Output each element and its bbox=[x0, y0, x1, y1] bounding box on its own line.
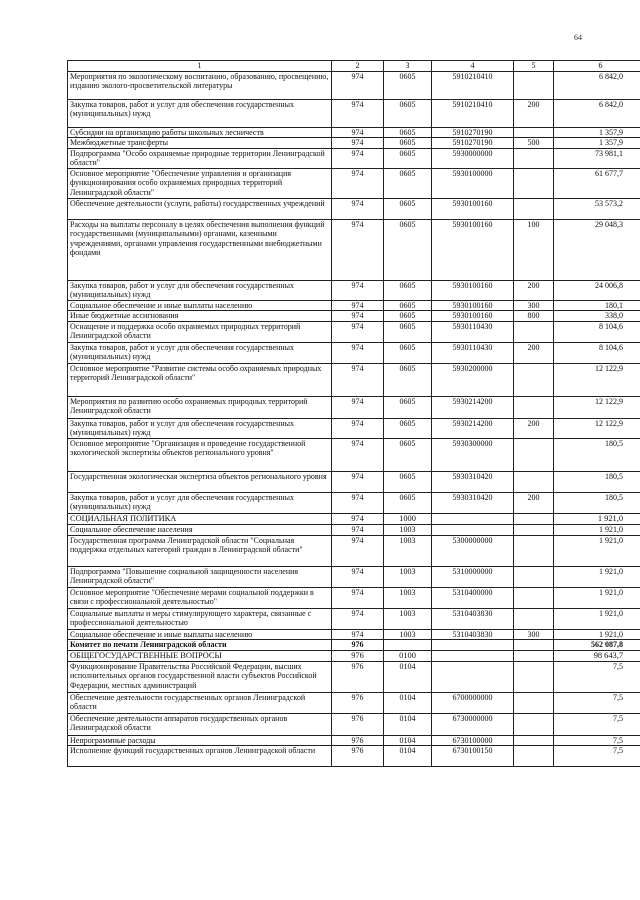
row-ved: 974 bbox=[332, 148, 384, 168]
row-target-article: 5930214200 bbox=[432, 418, 514, 438]
row-section: 0605 bbox=[384, 311, 432, 322]
row-expense-type bbox=[514, 735, 554, 746]
row-target-article: 5930214200 bbox=[432, 396, 514, 418]
row-expense-type: 100 bbox=[514, 219, 554, 280]
header-col-3: 3 bbox=[384, 61, 432, 72]
row-amount: 12 122,9 bbox=[554, 363, 640, 396]
row-ved: 974 bbox=[332, 513, 384, 524]
row-target-article: 5930100160 bbox=[432, 198, 514, 219]
table-row bbox=[68, 608, 640, 629]
row-target-article: 6730100150 bbox=[432, 746, 514, 767]
row-amount: 7,5 bbox=[554, 692, 640, 713]
row-amount: 61 677,7 bbox=[554, 168, 640, 198]
row-name: Социальное обеспечение населения bbox=[68, 524, 332, 535]
row-section: 0104 bbox=[384, 661, 432, 692]
row-expense-type bbox=[514, 640, 554, 651]
row-expense-type: 200 bbox=[514, 99, 554, 127]
row-expense-type: 300 bbox=[514, 300, 554, 311]
row-expense-type bbox=[514, 396, 554, 418]
row-name: Социальные выплаты и меры стимулирующего характера, связанные с профессиональной деятельностью bbox=[68, 608, 332, 629]
row-amount: 24 006,8 bbox=[554, 280, 640, 300]
row-amount: 12 122,9 bbox=[554, 418, 640, 438]
row-expense-type bbox=[514, 661, 554, 692]
row-expense-type bbox=[514, 438, 554, 471]
row-section: 0605 bbox=[384, 168, 432, 198]
row-amount: 7,5 bbox=[554, 735, 640, 746]
row-expense-type bbox=[514, 321, 554, 342]
row-expense-type: 300 bbox=[514, 629, 554, 640]
row-target-article: 5310403830 bbox=[432, 608, 514, 629]
row-target-article: 5910210410 bbox=[432, 99, 514, 127]
row-name: Закупка товаров, работ и услуг для обеспечения государственных (муниципальных) нужд bbox=[68, 280, 332, 300]
row-ved: 974 bbox=[332, 396, 384, 418]
row-ved: 974 bbox=[332, 471, 384, 492]
row-amount: 1 921,0 bbox=[554, 513, 640, 524]
row-target-article: 5310000000 bbox=[432, 566, 514, 587]
row-target-article: 5930310420 bbox=[432, 492, 514, 513]
row-ved: 976 bbox=[332, 746, 384, 767]
row-name: Закупка товаров, работ и услуг для обеспечения государственных (муниципальных) нужд bbox=[68, 99, 332, 127]
row-ved: 976 bbox=[332, 661, 384, 692]
row-expense-type: 800 bbox=[514, 311, 554, 322]
row-amount: 1 921,0 bbox=[554, 629, 640, 640]
row-target-article: 5910270190 bbox=[432, 127, 514, 138]
table-row bbox=[68, 524, 640, 535]
row-ved: 974 bbox=[332, 127, 384, 138]
row-amount: 8 104,6 bbox=[554, 321, 640, 342]
row-target-article bbox=[432, 650, 514, 661]
row-target-article: 5910210410 bbox=[432, 71, 514, 99]
table-row bbox=[68, 300, 640, 311]
row-amount: 1 921,0 bbox=[554, 608, 640, 629]
table-row bbox=[68, 492, 640, 513]
row-name: Субсидии на организацию работы школьных лесничеств bbox=[68, 127, 332, 138]
row-section: 0605 bbox=[384, 198, 432, 219]
table-row bbox=[68, 746, 640, 767]
row-section: 0605 bbox=[384, 280, 432, 300]
row-ved: 974 bbox=[332, 219, 384, 280]
table-row bbox=[68, 396, 640, 418]
row-amount: 12 122,9 bbox=[554, 396, 640, 418]
row-amount: 53 573,2 bbox=[554, 198, 640, 219]
row-ved: 974 bbox=[332, 608, 384, 629]
row-ved: 974 bbox=[332, 342, 384, 363]
table-row bbox=[68, 198, 640, 219]
row-expense-type bbox=[514, 746, 554, 767]
row-expense-type bbox=[514, 363, 554, 396]
row-target-article: 5310400000 bbox=[432, 587, 514, 608]
row-name: Мероприятия по развитию особо охраняемых природных территорий Ленинградской области bbox=[68, 396, 332, 418]
row-name: Оснащение и поддержка особо охраняемых природных территорий Ленинградской области bbox=[68, 321, 332, 342]
row-section: 0605 bbox=[384, 138, 432, 149]
row-amount: 6 842,0 bbox=[554, 71, 640, 99]
row-expense-type bbox=[514, 587, 554, 608]
row-section: 0605 bbox=[384, 471, 432, 492]
row-amount: 8 104,6 bbox=[554, 342, 640, 363]
row-target-article bbox=[432, 661, 514, 692]
row-ved: 976 bbox=[332, 713, 384, 735]
table-row bbox=[68, 71, 640, 99]
table-row bbox=[68, 418, 640, 438]
row-ved: 974 bbox=[332, 280, 384, 300]
row-ved: 974 bbox=[332, 198, 384, 219]
row-ved: 974 bbox=[332, 438, 384, 471]
row-section: 0605 bbox=[384, 148, 432, 168]
row-expense-type: 200 bbox=[514, 342, 554, 363]
table-row bbox=[68, 438, 640, 471]
row-section: 0605 bbox=[384, 71, 432, 99]
row-target-article bbox=[432, 640, 514, 651]
row-name: Государственная программа Ленинградской области "Социальная поддержка отдельных категорий граждан в Ленинградской области" bbox=[68, 535, 332, 566]
table-row bbox=[68, 587, 640, 608]
row-name: Обеспечение деятельности (услуги, работы) государственных учреждений bbox=[68, 198, 332, 219]
row-amount: 180,5 bbox=[554, 438, 640, 471]
row-target-article: 5930100160 bbox=[432, 219, 514, 280]
row-amount: 1 921,0 bbox=[554, 535, 640, 566]
row-section: 0104 bbox=[384, 735, 432, 746]
row-ved: 976 bbox=[332, 640, 384, 651]
row-name: Основное мероприятие "Обеспечение управления и организация функционирования особо охраняемых природных территорий Ленинградской области" bbox=[68, 168, 332, 198]
row-section: 0605 bbox=[384, 342, 432, 363]
row-name: Закупка товаров, работ и услуг для обеспечения государственных (муниципальных) нужд bbox=[68, 418, 332, 438]
row-section: 0104 bbox=[384, 692, 432, 713]
row-expense-type: 200 bbox=[514, 280, 554, 300]
row-name: Основное мероприятие "Обеспечение мерами социальной поддержки в связи с профессиональной деятельностью" bbox=[68, 587, 332, 608]
row-ved: 974 bbox=[332, 99, 384, 127]
row-name: Мероприятия по экологическому воспитанию, образованию, просвещению, изданию эколого-просветительской литературы bbox=[68, 71, 332, 99]
table-row bbox=[68, 148, 640, 168]
row-name: Комитет по печати Ленинградской области bbox=[68, 640, 332, 651]
row-ved: 974 bbox=[332, 311, 384, 322]
row-amount: 7,5 bbox=[554, 661, 640, 692]
row-expense-type bbox=[514, 148, 554, 168]
row-name: Обеспечение деятельности государственных органов Ленинградской области bbox=[68, 692, 332, 713]
row-name: ОБЩЕГОСУДАРСТВЕННЫЕ ВОПРОСЫ bbox=[68, 650, 332, 661]
header-col-2: 2 bbox=[332, 61, 384, 72]
row-target-article bbox=[432, 524, 514, 535]
table-row bbox=[68, 321, 640, 342]
table-row bbox=[68, 640, 640, 651]
row-amount: 562 087,8 bbox=[554, 640, 640, 651]
row-ved: 974 bbox=[332, 71, 384, 99]
row-name: Социальное обеспечение и иные выплаты населению bbox=[68, 300, 332, 311]
row-section: 0605 bbox=[384, 99, 432, 127]
row-amount: 1 921,0 bbox=[554, 587, 640, 608]
row-expense-type bbox=[514, 692, 554, 713]
row-name: Государственная экологическая экспертиза объектов регионального уровня bbox=[68, 471, 332, 492]
row-expense-type: 200 bbox=[514, 492, 554, 513]
row-target-article: 6730100000 bbox=[432, 735, 514, 746]
row-amount: 7,5 bbox=[554, 713, 640, 735]
header-row bbox=[68, 61, 640, 72]
row-expense-type bbox=[514, 713, 554, 735]
table-row bbox=[68, 311, 640, 322]
row-amount: 1 921,0 bbox=[554, 524, 640, 535]
row-amount: 180,5 bbox=[554, 492, 640, 513]
row-target-article: 5930110430 bbox=[432, 321, 514, 342]
row-amount: 7,5 bbox=[554, 746, 640, 767]
row-amount: 180,5 bbox=[554, 471, 640, 492]
table-row bbox=[68, 650, 640, 661]
row-amount: 98 643,7 bbox=[554, 650, 640, 661]
row-expense-type bbox=[514, 71, 554, 99]
table-row bbox=[68, 471, 640, 492]
table-row bbox=[68, 99, 640, 127]
row-expense-type bbox=[514, 566, 554, 587]
row-ved: 976 bbox=[332, 650, 384, 661]
row-target-article: 6730000000 bbox=[432, 713, 514, 735]
row-target-article: 5930100160 bbox=[432, 280, 514, 300]
row-ved: 974 bbox=[332, 535, 384, 566]
table-row bbox=[68, 342, 640, 363]
row-expense-type bbox=[514, 535, 554, 566]
row-ved: 974 bbox=[332, 418, 384, 438]
row-name: Основное мероприятие "Развитие системы особо охраняемых природных территорий Ленинградской области" bbox=[68, 363, 332, 396]
row-ved: 974 bbox=[332, 629, 384, 640]
table-row bbox=[68, 280, 640, 300]
row-ved: 974 bbox=[332, 524, 384, 535]
row-expense-type bbox=[514, 524, 554, 535]
row-amount: 1 921,0 bbox=[554, 566, 640, 587]
table-row bbox=[68, 713, 640, 735]
row-target-article: 5930200000 bbox=[432, 363, 514, 396]
row-section: 0605 bbox=[384, 219, 432, 280]
table-row bbox=[68, 735, 640, 746]
row-target-article: 5930100160 bbox=[432, 300, 514, 311]
table-row bbox=[68, 566, 640, 587]
row-ved: 974 bbox=[332, 566, 384, 587]
row-target-article: 5300000000 bbox=[432, 535, 514, 566]
row-amount: 338,0 bbox=[554, 311, 640, 322]
row-name: Исполнение функций государственных органов Ленинградской области bbox=[68, 746, 332, 767]
row-target-article: 5930300000 bbox=[432, 438, 514, 471]
row-amount: 1 357,9 bbox=[554, 138, 640, 149]
row-section: 0605 bbox=[384, 127, 432, 138]
row-section: 0605 bbox=[384, 438, 432, 471]
row-section: 0605 bbox=[384, 492, 432, 513]
row-name: Межбюджетные трансферты bbox=[68, 138, 332, 149]
row-name: Закупка товаров, работ и услуг для обеспечения государственных (муниципальных) нужд bbox=[68, 492, 332, 513]
row-target-article: 5930310420 bbox=[432, 471, 514, 492]
table-row bbox=[68, 692, 640, 713]
row-name: Социальное обеспечение и иные выплаты населению bbox=[68, 629, 332, 640]
row-name: Непрограммные расходы bbox=[68, 735, 332, 746]
row-section: 0605 bbox=[384, 363, 432, 396]
table-row bbox=[68, 219, 640, 280]
row-section: 0605 bbox=[384, 396, 432, 418]
row-expense-type bbox=[514, 650, 554, 661]
row-name: Функционирование Правительства Российской Федерации, высших исполнительных органов государственной власти субъектов Российской Федерации, местных администраций bbox=[68, 661, 332, 692]
row-section: 1003 bbox=[384, 629, 432, 640]
row-target-article: 5930100000 bbox=[432, 168, 514, 198]
row-section: 1000 bbox=[384, 513, 432, 524]
row-ved: 974 bbox=[332, 300, 384, 311]
row-section: 1003 bbox=[384, 524, 432, 535]
row-target-article: 5930100160 bbox=[432, 311, 514, 322]
row-ved: 976 bbox=[332, 692, 384, 713]
row-amount: 1 357,9 bbox=[554, 127, 640, 138]
row-target-article: 6700000000 bbox=[432, 692, 514, 713]
row-name: СОЦИАЛЬНАЯ ПОЛИТИКА bbox=[68, 513, 332, 524]
table-body bbox=[68, 71, 640, 767]
row-section: 0100 bbox=[384, 650, 432, 661]
header-col-6: 6 bbox=[554, 61, 640, 72]
row-ved: 974 bbox=[332, 168, 384, 198]
row-amount: 73 981,1 bbox=[554, 148, 640, 168]
row-section: 1003 bbox=[384, 535, 432, 566]
row-section: 1003 bbox=[384, 587, 432, 608]
table-row bbox=[68, 513, 640, 524]
row-expense-type bbox=[514, 198, 554, 219]
row-target-article: 5930000000 bbox=[432, 148, 514, 168]
row-name: Расходы на выплаты персоналу в целях обеспечения выполнения функций государственными (муниципальными) органами, казенными учреждениями, органами управления государственными внебюджетными фондами bbox=[68, 219, 332, 280]
row-amount: 6 842,0 bbox=[554, 99, 640, 127]
budget-table bbox=[67, 60, 640, 767]
row-ved: 974 bbox=[332, 492, 384, 513]
row-expense-type bbox=[514, 608, 554, 629]
row-expense-type bbox=[514, 168, 554, 198]
row-section: 0605 bbox=[384, 418, 432, 438]
row-name: Подпрограмма "Повышение социальной защищенности населения Ленинградской области" bbox=[68, 566, 332, 587]
table-row bbox=[68, 363, 640, 396]
row-expense-type bbox=[514, 471, 554, 492]
table-row bbox=[68, 138, 640, 149]
row-expense-type: 200 bbox=[514, 418, 554, 438]
row-expense-type bbox=[514, 127, 554, 138]
table-row bbox=[68, 535, 640, 566]
table-row bbox=[68, 127, 640, 138]
row-name: Закупка товаров, работ и услуг для обеспечения государственных (муниципальных) нужд bbox=[68, 342, 332, 363]
row-section bbox=[384, 640, 432, 651]
row-target-article: 5930110430 bbox=[432, 342, 514, 363]
row-ved: 974 bbox=[332, 138, 384, 149]
row-ved: 974 bbox=[332, 321, 384, 342]
row-ved: 976 bbox=[332, 735, 384, 746]
row-ved: 974 bbox=[332, 363, 384, 396]
row-section: 1003 bbox=[384, 608, 432, 629]
table-row bbox=[68, 168, 640, 198]
row-section: 0605 bbox=[384, 321, 432, 342]
row-name: Иные бюджетные ассигнования bbox=[68, 311, 332, 322]
row-target-article: 5910270190 bbox=[432, 138, 514, 149]
row-section: 1003 bbox=[384, 566, 432, 587]
header-col-5: 5 bbox=[514, 61, 554, 72]
row-ved: 974 bbox=[332, 587, 384, 608]
page-number: 64 bbox=[574, 33, 582, 42]
row-expense-type: 500 bbox=[514, 138, 554, 149]
row-expense-type bbox=[514, 513, 554, 524]
header-col-4: 4 bbox=[432, 61, 514, 72]
header-col-1: 1 bbox=[68, 61, 332, 72]
table-row bbox=[68, 661, 640, 692]
row-amount: 29 048,3 bbox=[554, 219, 640, 280]
row-section: 0605 bbox=[384, 300, 432, 311]
table-row bbox=[68, 629, 640, 640]
row-name: Основное мероприятие "Организация и проведение государственной экологической экспертизы объектов регионального уровня" bbox=[68, 438, 332, 471]
row-name: Подпрограмма "Особо охраняемые природные территории Ленинградской области" bbox=[68, 148, 332, 168]
row-section: 0104 bbox=[384, 746, 432, 767]
row-target-article bbox=[432, 513, 514, 524]
row-name: Обеспечение деятельности аппаратов государственных органов Ленинградской области bbox=[68, 713, 332, 735]
row-amount: 180,1 bbox=[554, 300, 640, 311]
row-target-article: 5310403830 bbox=[432, 629, 514, 640]
row-section: 0104 bbox=[384, 713, 432, 735]
